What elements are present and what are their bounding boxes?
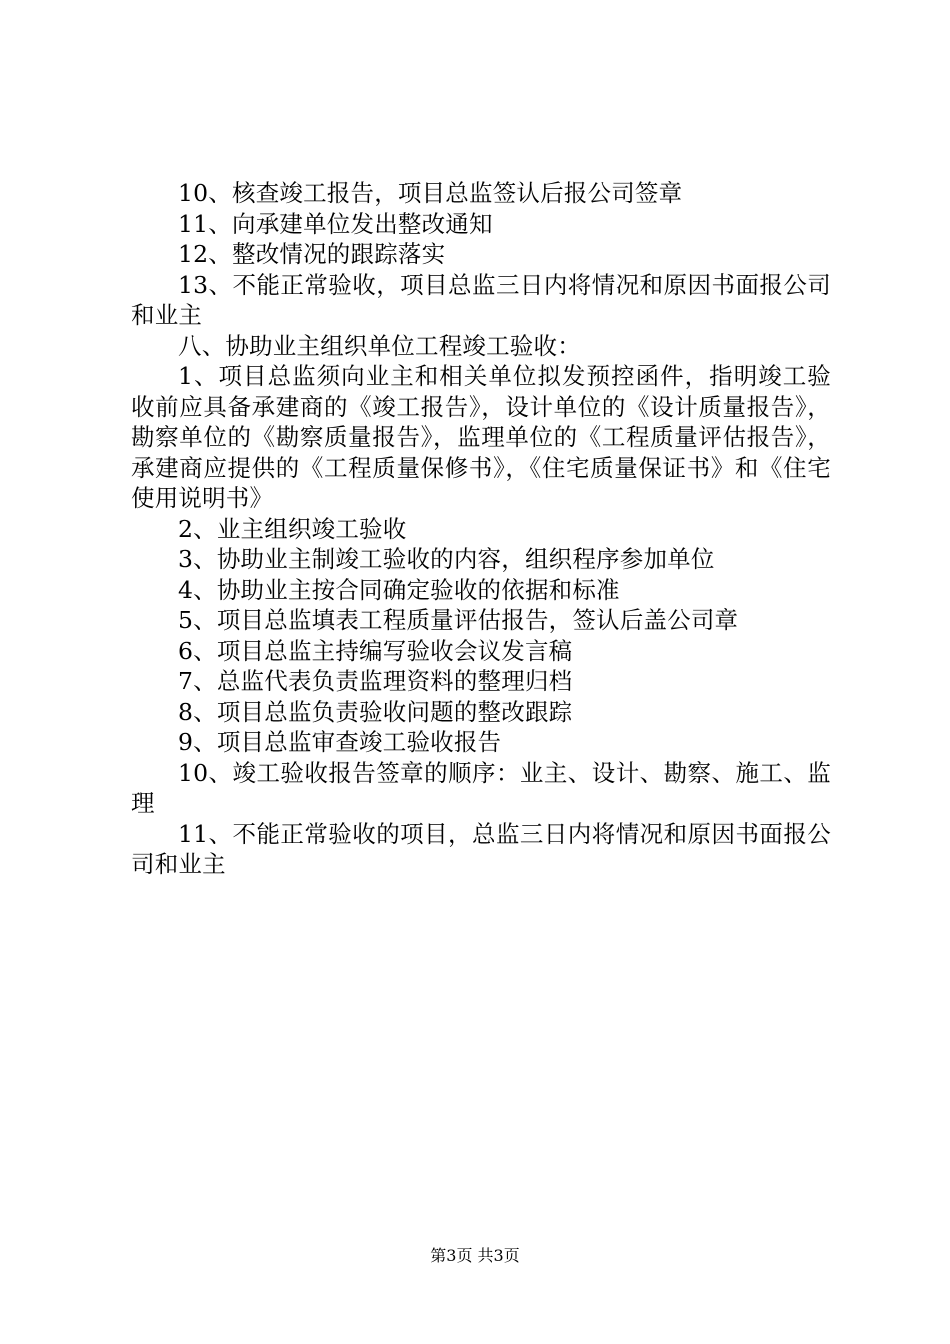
paragraph: 7、总监代表负责监理资料的整理归档 [178, 667, 573, 695]
paragraph: 8、项目总监负责验收问题的整改跟踪 [178, 697, 573, 726]
paragraph: 11、向承建单位发出整改通知 [178, 209, 493, 238]
paragraph: 10、竣工验收报告签章的顺序：业主、设计、勘察、施工、监理 [131, 758, 831, 817]
section-heading: 八、协助业主组织单位工程竣工验收： [178, 331, 581, 360]
paragraph: 1、项目总监须向业主和相关单位拟发预控函件，指明竣工验收前应具备承建商的《竣工报告》，设计单位的《设计质量报告》，勘察单位的《勘察质量报告》，监理单位的《工程质量评估报告》，承建商应提供的《工程质量保修书》，《住宅质量保证书》和《住宅使用说明书》 [131, 362, 831, 512]
paragraph: 3、协助业主制竣工验收的内容，组织程序参加单位 [178, 545, 715, 573]
paragraph: 2、业主组织竣工验收 [178, 514, 407, 543]
paragraph: 5、项目总监填表工程质量评估报告，签认后盖公司章 [178, 606, 739, 634]
paragraph: 11、不能正常验收的项目，总监三日内将情况和原因书面报公司和业主 [131, 819, 831, 878]
page-number-footer: 第3页 共3页 [430, 1246, 520, 1265]
paragraph: 12、整改情况的跟踪落实 [178, 240, 446, 268]
paragraph: 10、核查竣工报告，项目总监签认后报公司签章 [178, 179, 683, 207]
paragraph: 6、项目总监主持编写验收会议发言稿 [178, 636, 573, 665]
paragraph: 9、项目总监审查竣工验收报告 [178, 728, 502, 756]
paragraph: 4、协助业主按合同确定验收的依据和标准 [178, 575, 620, 604]
document-body [131, 178, 831, 880]
paragraph: 13、不能正常验收，项目总监三日内将情况和原因书面报公司和业主 [131, 270, 831, 329]
